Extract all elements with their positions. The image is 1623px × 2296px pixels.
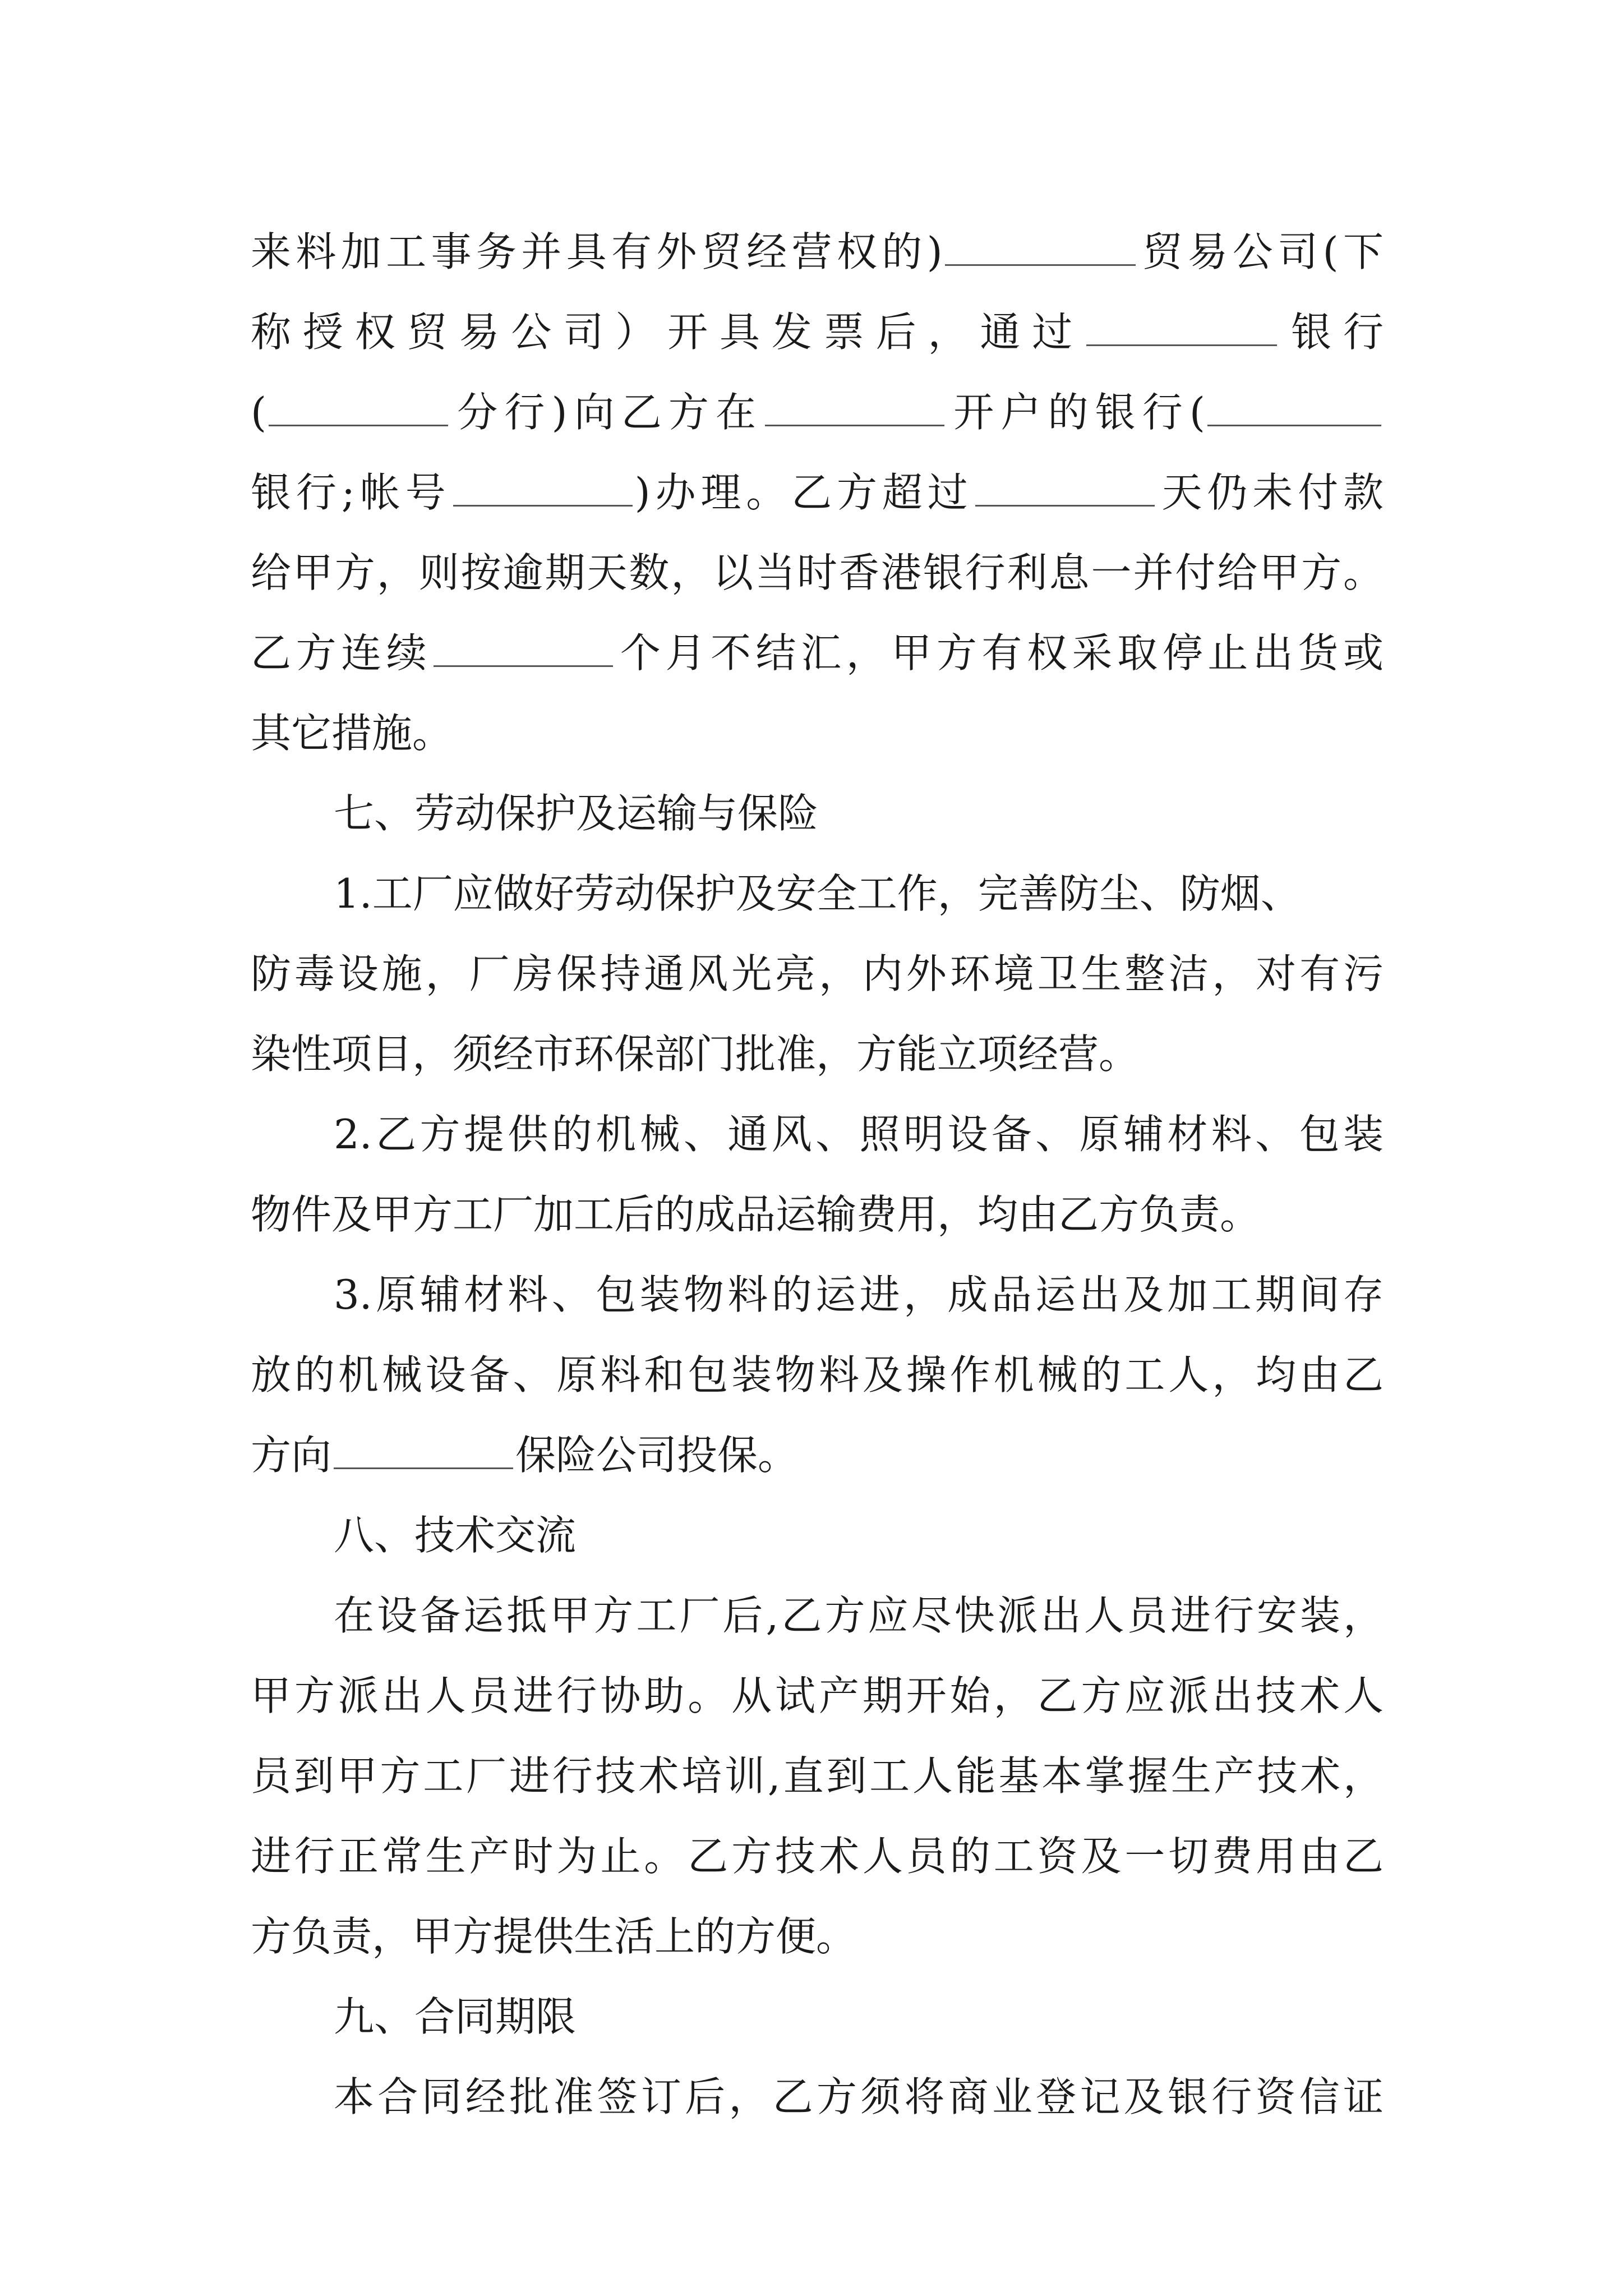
text-segment: 防毒设施，厂房保持通风光亮，内外环境卫生整洁，对有污 [251,950,1384,997]
text-line [251,453,1384,533]
text-line [251,292,1384,372]
text-segment: 在设备运抵甲方工厂后,乙方应尽快派出人员进行安装， [334,1592,1384,1639]
text-segment: 员到甲方工厂进行技术培训,直到工人能基本掌握生产技术， [251,1752,1384,1800]
text-segment: 给甲方，则按逾期天数，以当时香港银行利息一并付给甲方。 [251,549,1384,596]
text-line [251,1415,1384,1496]
heading-text: 七、劳动保护及运输与保险 [334,790,819,837]
heading-text: 九、合同期限 [334,1993,577,2040]
fill-in-blank [765,388,944,426]
text-segment: 本合同经批准签订后，乙方须将商业登记及银行资信证 [334,2073,1384,2120]
text-line [251,212,1384,292]
text-line [251,613,1384,693]
text-line [251,693,1384,774]
text-line [251,1736,1384,1816]
text-line [251,372,1384,453]
text-segment: 3.原辅材料、包装物料的运进，成品运出及加工期间存 [334,1271,1384,1318]
text-segment: 方向 [251,1432,332,1479]
text-segment: 来料加工事务并具有外贸经营权的) [251,228,943,275]
text-segment: 天仍未付款 [1156,469,1384,516]
text-segment: 开户的银行( [947,389,1205,436]
text-segment: 染性项目，须经市环保部门批准，方能立项经营。 [251,1030,1140,1078]
fill-in-blank [269,388,448,426]
text-segment: 分行)向乙方在 [450,389,763,436]
text-line [251,533,1384,613]
text-line [251,1335,1384,1415]
text-line [251,1255,1384,1335]
text-line [251,934,1384,1014]
fill-in-blank [334,1430,513,1469]
fill-in-blank [975,468,1155,507]
text-segment: 银行;帐号 [251,469,451,516]
section-heading [251,774,1384,854]
text-segment: 物件及甲方工厂加工后的成品运输费用，均由乙方负责。 [251,1191,1261,1238]
text-segment: 保险公司投保。 [515,1432,799,1479]
text-line [251,1656,1384,1736]
text-line [251,1816,1384,1897]
text-segment: 1.工厂应做好劳动保护及安全工作，完善防尘、防烟、 [334,870,1301,917]
text-segment: 方负责，甲方提供生活上的方便。 [251,1913,857,1960]
fill-in-blank [945,227,1136,266]
text-segment: 甲方派出人员进行协助。从试产期开始，乙方应派出技术人 [251,1672,1384,1719]
text-segment: 2.乙方提供的机械、通风、照明设备、原辅材料、包装 [334,1111,1384,1158]
text-segment: 银行 [1279,309,1384,356]
text-line [251,1175,1384,1255]
heading-text: 八、技术交流 [334,1512,577,1559]
text-segment: 个月不结汇，甲方有权采取停止出货或 [615,629,1384,677]
fill-in-blank [1086,307,1277,346]
text-line [251,1094,1384,1175]
text-line [251,854,1384,934]
fill-in-blank [453,468,633,507]
text-line [251,1897,1384,1977]
fill-in-blank [434,628,613,667]
section-heading [251,1977,1384,2057]
text-segment: 进行正常生产时为止。乙方技术人员的工资及一切费用由乙 [251,1833,1384,1880]
text-line [251,1576,1384,1656]
document-page [251,212,1384,2137]
section-heading [251,1496,1384,1576]
text-segment: 放的机械设备、原料和包装物料及操作机械的工人，均由乙 [251,1351,1384,1398]
text-segment: ( [251,389,267,436]
text-line [251,1014,1384,1094]
text-line [251,2057,1384,2137]
text-segment: 乙方连续 [251,629,432,677]
text-segment: 称授权贸易公司）开具发票后，通过 [251,309,1085,356]
text-segment: 贸易公司(下 [1137,228,1384,275]
text-segment: 其它措施。 [251,710,453,757]
text-segment: )办理。乙方超过 [634,469,973,516]
fill-in-blank [1207,388,1381,426]
